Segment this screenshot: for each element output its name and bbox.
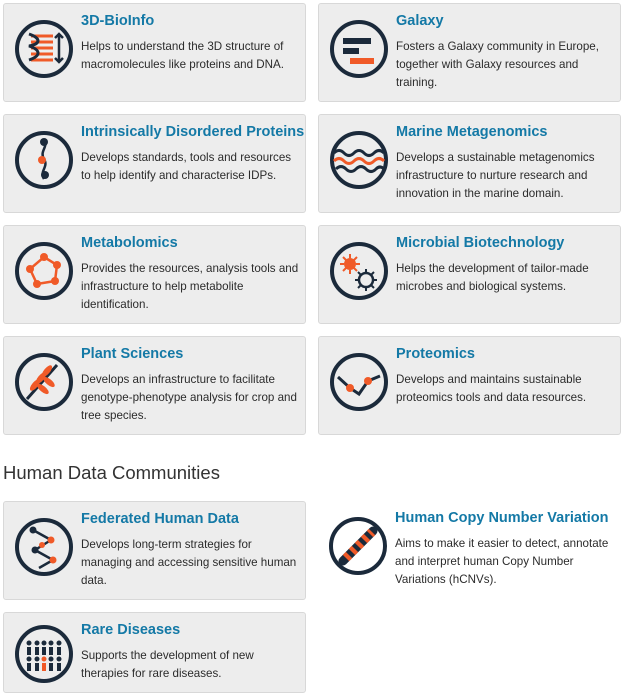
community-card-federated-human-data[interactable] <box>3 501 306 600</box>
community-description: Develops standards, tools and resources to help identify and characterise IDPs. <box>81 151 292 182</box>
spectrum-line-icon <box>328 351 390 413</box>
people-crowd-icon <box>13 623 75 685</box>
community-card-idp[interactable] <box>3 114 306 213</box>
community-card-proteomics[interactable] <box>318 336 621 435</box>
community-card-marine-metagenomics[interactable] <box>318 114 621 213</box>
community-description: Develops an infrastructure to facilitate genotype-phenotype analysis for crop and tree species. <box>81 373 297 422</box>
metabolite-ring-icon <box>13 240 75 302</box>
community-card-3d-bioinfo[interactable] <box>3 3 306 102</box>
community-description: Helps the development of tailor-made microbes and biological systems. <box>396 262 589 293</box>
community-card-hcnv[interactable] <box>318 501 621 600</box>
community-title[interactable]: 3D-BioInfo <box>81 13 155 29</box>
microbe-icon <box>328 240 390 302</box>
community-card-metabolomics[interactable] <box>3 225 306 324</box>
community-title[interactable]: Plant Sciences <box>81 346 184 362</box>
disordered-protein-icon <box>13 129 75 191</box>
community-card-galaxy[interactable] <box>318 3 621 102</box>
wheat-icon <box>13 351 75 413</box>
community-description: Fosters a Galaxy community in Europe, together with Galaxy resources and training. <box>396 40 599 89</box>
community-title[interactable]: Federated Human Data <box>81 511 239 527</box>
community-title[interactable]: Galaxy <box>396 13 444 29</box>
community-title[interactable]: Intrinsically Disordered Proteins <box>81 124 305 140</box>
community-description: Helps to understand the 3D structure of macromolecules like proteins and DNA. <box>81 40 284 71</box>
community-description: Supports the development of new therapies for rare diseases. <box>81 649 254 680</box>
community-description: Aims to make it easier to detect, annotate and interpret human Copy Number Variations (hCNVs). <box>395 537 609 586</box>
community-title[interactable]: Microbial Biotechnology <box>396 235 565 251</box>
community-title[interactable]: Human Copy Number Variation <box>395 510 609 526</box>
chromosome-icon <box>327 515 389 577</box>
community-title[interactable]: Marine Metagenomics <box>396 124 548 140</box>
section-title-human-data: Human Data Communities <box>3 462 220 483</box>
community-description: Develops long-term strategies for managing and accessing sensitive human data. <box>81 538 297 587</box>
waves-icon <box>328 129 390 191</box>
community-description: Develops and maintains sustainable proteomics tools and data resources. <box>396 373 587 404</box>
community-title[interactable]: Rare Diseases <box>81 622 181 638</box>
community-description: Develops a sustainable metagenomics infrastructure to nurture research and innovation in the marine domain. <box>396 151 595 200</box>
helix-structure-icon <box>13 18 75 80</box>
community-description: Provides the resources, analysis tools and infrastructure to help metabolite identification. <box>81 262 299 311</box>
community-title[interactable]: Metabolomics <box>81 235 178 251</box>
dna-chain-icon <box>13 516 75 578</box>
community-title[interactable]: Proteomics <box>396 346 475 362</box>
community-card-rare-diseases[interactable] <box>3 612 306 693</box>
galaxy-bars-icon <box>328 18 390 80</box>
community-card-microbial-biotechnology[interactable] <box>318 225 621 324</box>
community-card-plant-sciences[interactable] <box>3 336 306 435</box>
